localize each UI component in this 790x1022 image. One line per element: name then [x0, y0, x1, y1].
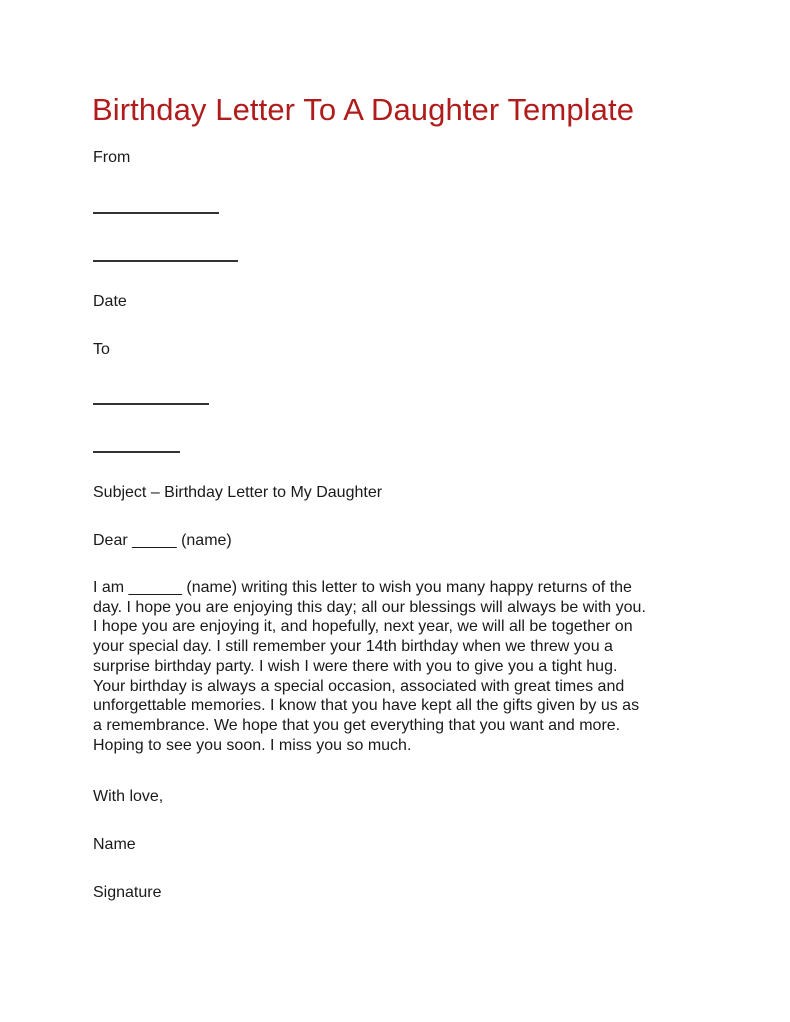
- date-label: Date: [93, 293, 127, 310]
- to-label: To: [93, 341, 110, 358]
- body-line: your special day. I still remember your 14th birthday when we threw you a: [93, 638, 613, 656]
- closing: With love,: [93, 788, 164, 805]
- name-label: Name: [93, 836, 136, 853]
- body-line: a remembrance. We hope that you get everything that you want and more.: [93, 716, 621, 734]
- body-line: unforgettable memories. I know that you have kept all the gifts given by us as: [93, 697, 640, 715]
- subject-line: Subject – Birthday Letter to My Daughter: [93, 484, 383, 501]
- letter-body: [93, 578, 733, 755]
- body-line: day. I hope you are enjoying this day; all our blessings will always be with you.: [93, 598, 646, 616]
- salutation: Dear _____ (name): [93, 532, 232, 549]
- to-blank-line-2[interactable]: [93, 451, 180, 453]
- body-line: surprise birthday party. I wish I were there with you to give you a tight hug.: [93, 657, 618, 675]
- body-line: Your birthday is always a special occasion, associated with great times and: [93, 677, 625, 695]
- to-blank-line-1[interactable]: [93, 403, 209, 405]
- body-line: Hoping to see you soon. I miss you so much.: [93, 736, 412, 754]
- from-blank-line-2[interactable]: [93, 260, 238, 262]
- body-line: I hope you are enjoying it, and hopefully, next year, we will all be together on: [93, 618, 633, 636]
- signature-label: Signature: [93, 884, 162, 901]
- from-blank-line-1[interactable]: [93, 212, 219, 214]
- from-label: From: [93, 149, 131, 166]
- body-line: I am ______ (name) writing this letter to wish you many happy returns of the: [93, 579, 632, 596]
- document-title: Birthday Letter To A Daughter Template: [92, 92, 635, 127]
